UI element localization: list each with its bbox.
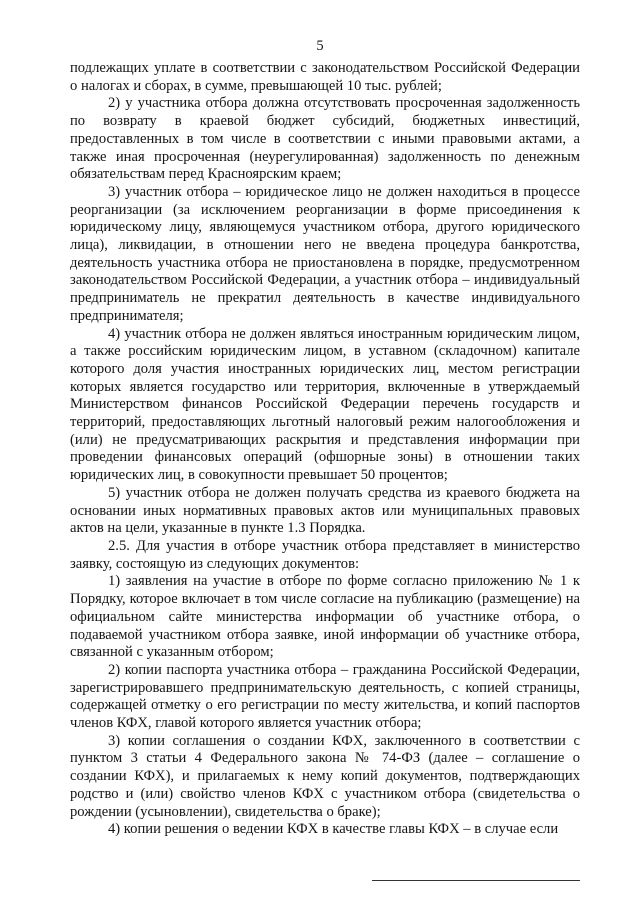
paragraph-section-2-5: 2.5. Для участия в отборе участник отбора представляет в министерство заявку, состоящую из следующих документов: [70,537,580,572]
paragraph-doc-1-application: 1) заявления на участие в отборе по форме согласно приложению № 1 к Порядку, которое включает в том числе согласие на публикацию (размещение) на официальном сайте министерства информации об участнике отбора, о подаваемой участником отбора заявке, иной информации об участнике отбора, связанной с указанным отбором; [70,573,580,661]
paragraph-item-2-debt: 2) у участника отбора должна отсутствовать просроченная задолженность по возврату в краевой бюджет субсидий, бюджетных инвестиций, предоставленных в том числе в соответствии с иными правовыми актами, а также иная просроченная (неурегулированная) задолженность по денежным обязательствам перед Красноярским краем; [70,95,580,183]
paragraph-item-5-budget-funds: 5) участник отбора не должен получать средства из краевого бюджета на основании иных нормативных правовых актов или муниципальных правовых актов на цели, указанные в пункте 1.3 Порядка. [70,484,580,537]
footer-rule [372,880,580,881]
page-number: 5 [316,38,324,54]
paragraph-doc-2-passport: 2) копии паспорта участника отбора – гражданина Российской Федерации, зарегистрировавшего предпринимательскую деятельность, с копией страницы, содержащей отметку о его регистрации по месту жительства, и копий паспортов членов КФХ, главой которого является участник отбора; [70,661,580,732]
paragraph-item-3-reorganization: 3) участник отбора – юридическое лицо не должен находиться в процессе реорганизации (за исключением реорганизации в форме присоединения к юридическому лицу, являющемуся участником отбора, другого юридического лица), ликвидации, в отношении него не введена процедура банкротства, деятельность участника отбора не приостановлена в порядке, предусмотренном законодательством Российской Федерации, а участник отбора – индивидуальный предприниматель не прекратил деятельность в качестве индивидуального предпринимателя; [70,183,580,324]
paragraph-item-4-foreign-entity: 4) участник отбора не должен являться иностранным юридическим лицом, а также российским юридическим лицом, в уставном (складочном) капитале которого доля участия иностранных юридических лиц, местом регистрации которых является государство или территория, включенные в утверждаемый Министерством финансов Российской Федерации перечень государств и территорий, предоставляющих льготный налоговый режим налогообложения и (или) не предусматривающих раскрытия и представления информации при проведении финансовых операций (офшорные зоны) в отношении таких юридических лиц, в совокупности превышает 50 процентов; [70,325,580,484]
paragraph-continuation: подлежащих уплате в соответствии с законодательством Российской Федерации о налогах и сборах, в сумме, превышающей 10 тыс. рублей; [70,60,580,94]
document-body [70,60,580,839]
paragraph-doc-3-agreement: 3) копии соглашения о создании КФХ, заключенного в соответствии с пунктом 3 статьи 4 Федерального закона № 74-ФЗ (далее – соглашение о создании КФХ), и прилагаемых к нему копий документов, подтверждающих родство и (или) свойство членов КФХ с участником отбора (свидетельства о рождении (усыновлении), свидетельства о браке); [70,732,580,820]
paragraph-doc-4-decision: 4) копии решения о ведении КФХ в качестве главы КФХ – в случае если [108,821,559,838]
